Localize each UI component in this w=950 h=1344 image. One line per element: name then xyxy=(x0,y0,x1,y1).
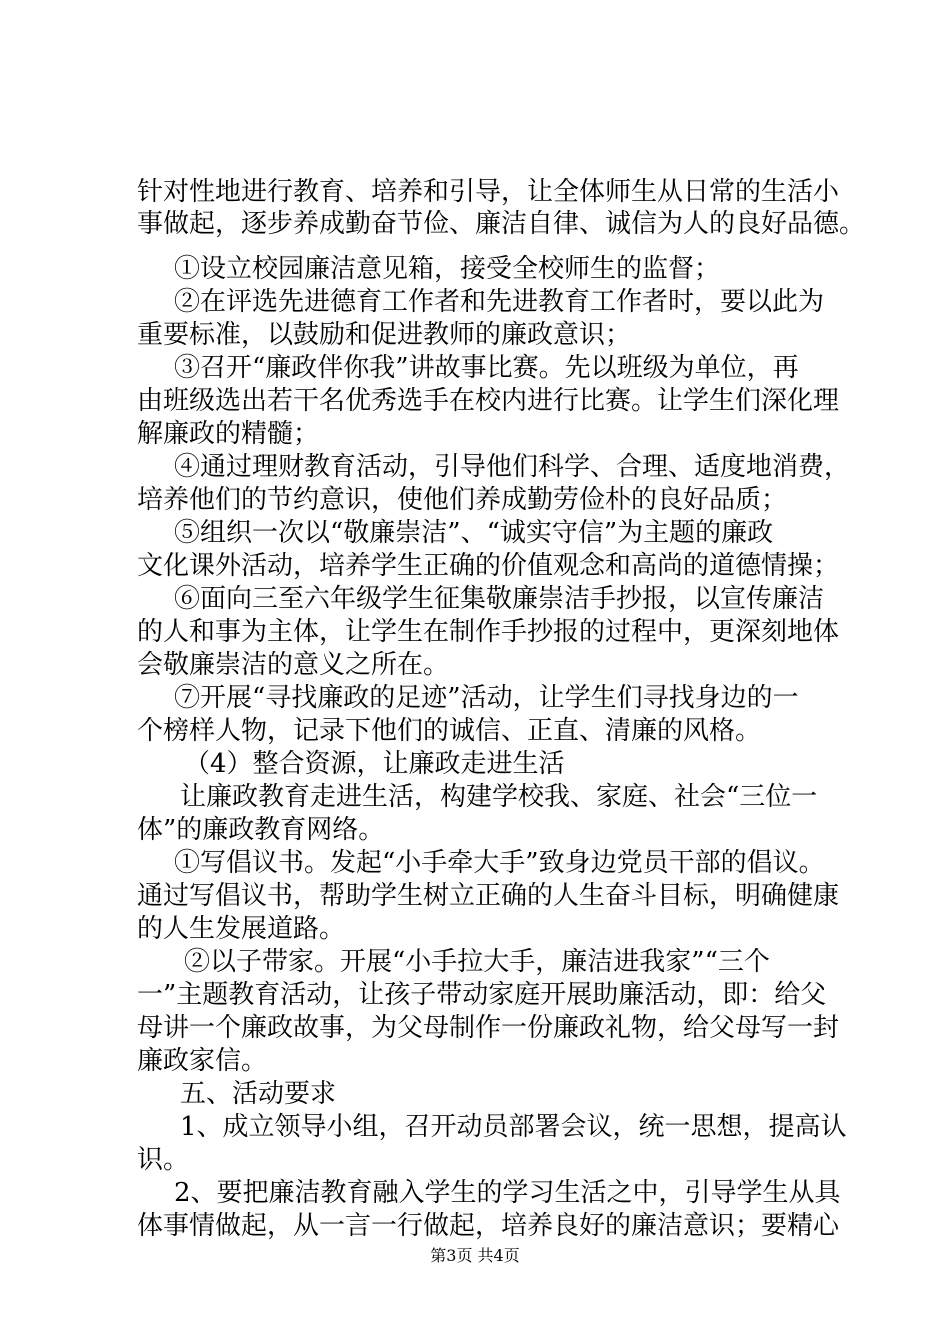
text-line: ②以子带家。开展“小手拉大手，廉洁进我家”“三个 xyxy=(184,947,770,977)
section-heading: （4）整合资源，让廉政走进生活 xyxy=(184,749,565,779)
text-line: 针对性地进行教育、培养和引导，让全体师生从日常的生活小 xyxy=(137,177,840,207)
text-line: ⑦开展“寻找廉政的足迹”活动，让学生们寻找身边的一 xyxy=(174,683,799,713)
text-line: ①写倡议书。发起“小手牵大手”致身边党员干部的倡议。 xyxy=(174,848,825,878)
text-line: 一”主题教育活动，让孩子带动家庭开展助廉活动，即：给父 xyxy=(137,980,827,1010)
text-line: 1、成立领导小组，召开动员部署会议，统一思想，提高认 xyxy=(180,1112,847,1142)
text-line: 通过写倡议书，帮助学生树立正确的人生奋斗目标，明确健康 xyxy=(137,881,840,911)
text-line: 解廉政的精髓； xyxy=(137,419,320,449)
text-line: ②在评选先进德育工作者和先进教育工作者时，要以此为 xyxy=(174,287,825,317)
text-line: 的人和事为主体，让学生在制作手抄报的过程中，更深刻地体 xyxy=(137,617,840,647)
text-line: 体”的廉政教育网络。 xyxy=(137,815,385,845)
text-line: ①设立校园廉洁意见箱，接受全校师生的监督； xyxy=(174,254,721,284)
text-line: 由班级选出若干名优秀选手在校内进行比赛。让学生们深化理 xyxy=(137,386,840,416)
section-heading: 五、活动要求 xyxy=(180,1079,337,1109)
text-line: 培养他们的节约意识，使他们养成勤劳俭朴的良好品质； xyxy=(137,485,788,515)
page-footer: 第3页 共4页 xyxy=(430,1246,520,1265)
text-line: ⑥面向三至六年级学生征集敬廉崇洁手抄报，以宣传廉洁 xyxy=(174,584,825,614)
text-line: 文化课外活动，培养学生正确的价值观念和高尚的道德情操； xyxy=(137,551,840,581)
text-line: 2、要把廉洁教育融入学生的学习生活之中，引导学生从具 xyxy=(174,1178,841,1208)
text-line: ⑤组织一次以“敬廉崇洁”、“诚实守信”为主题的廉政 xyxy=(174,518,774,548)
text-line: 母讲一个廉政故事，为父母制作一份廉政礼物，给父母写一封 xyxy=(137,1013,840,1043)
text-line: 的人生发展道路。 xyxy=(137,914,346,944)
text-line: 体事情做起，从一言一行做起，培养良好的廉洁意识；要精心 xyxy=(137,1211,840,1241)
text-line: 识。 xyxy=(137,1145,190,1175)
text-line: ③召开“廉政伴你我”讲故事比赛。先以班级为单位，再 xyxy=(174,353,799,383)
text-line: 让廉政教育走进生活，构建学校我、家庭、社会“三位一 xyxy=(180,782,818,812)
text-line: 个榜样人物，记录下他们的诚信、正直、清廉的风格。 xyxy=(137,716,762,746)
text-line: 重要标准，以鼓励和促进教师的廉政意识； xyxy=(137,320,632,350)
text-line: 事做起，逐步养成勤奋节俭、廉洁自律、诚信为人的良好品德。 xyxy=(137,209,866,239)
text-line: ④通过理财教育活动，引导他们科学、合理、适度地消费， xyxy=(174,452,851,482)
text-line: 会敬廉崇洁的意义之所在。 xyxy=(137,650,450,680)
text-line: 廉政家信。 xyxy=(137,1046,268,1076)
